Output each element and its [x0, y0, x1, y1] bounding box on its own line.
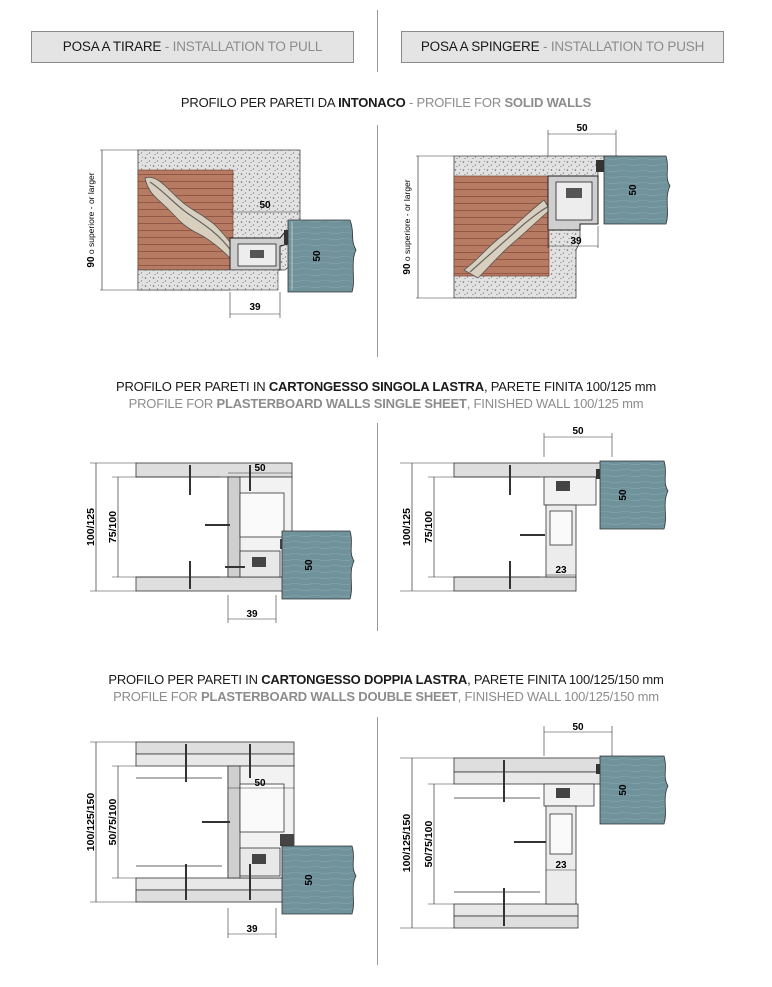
single-it-pre: PROFILO PER PARETI IN [116, 379, 269, 394]
diagram-single-pull [85, 455, 370, 630]
double-pull-bottom-dim: 39 [246, 924, 258, 935]
double-it-post: , PARETE FINITA 100/125/150 mm [467, 672, 664, 687]
solid-pull-height-note: o superiore - or larger [86, 172, 96, 257]
section-title-solid [0, 94, 772, 111]
single-en-post: , FINISHED WALL 100/125 mm [466, 396, 644, 411]
double-pull-door-dim: 50 [304, 874, 315, 886]
divider-single [377, 423, 378, 631]
diagram-solid-push [398, 120, 688, 310]
double-push-small-dim: 23 [555, 860, 567, 871]
header-push-it: POSA A SPINGERE [420, 39, 540, 54]
single-push-door-dim: 50 [618, 489, 629, 501]
header-push-en: INSTALLATION TO PUSH [550, 39, 705, 54]
solid-pull-bottom-dim: 39 [249, 302, 261, 313]
single-en-pre: PROFILE FOR [128, 396, 217, 411]
double-pull-inner-dim: 50/75/100 [107, 798, 119, 846]
single-pull-door-dim: 50 [304, 559, 315, 571]
section-title-double [0, 671, 772, 705]
double-it-bold: CARTONGESSO DOPPIA LASTRA [261, 672, 468, 687]
solid-it-pre: PROFILO PER PARETI DA [180, 95, 339, 110]
single-pull-inner-dim: 75/100 [107, 510, 119, 544]
diagram-double-pull [85, 738, 370, 943]
double-push-inner-dim: 50/75/100 [423, 820, 435, 868]
double-push-outer-dim: 100/125/150 [401, 813, 413, 873]
solid-en-bold: SOLID WALLS [504, 95, 592, 110]
single-it-post: , PARETE FINITA 100/125 mm [483, 379, 656, 394]
solid-pull-door-dim: 50 [312, 250, 323, 262]
svg-text:90 o superiore - or larger [86, 172, 97, 267]
diagram-single-push [400, 425, 680, 605]
double-push-top-dim: 50 [572, 722, 584, 733]
single-push-outer-dim: 100/125 [401, 508, 413, 546]
double-pull-outer-dim: 100/125/150 [85, 792, 97, 852]
double-push-door-dim: 50 [618, 784, 629, 796]
solid-push-height-note: o superiore - or larger [402, 179, 412, 264]
divider-double [377, 717, 378, 965]
header-pull-en: INSTALLATION TO PULL [172, 39, 323, 54]
solid-push-top-dim: 50 [576, 123, 588, 134]
single-push-top-dim: 50 [572, 426, 584, 437]
single-push-small-dim: 23 [555, 565, 567, 576]
header-pull-it: POSA A TIRARE [62, 39, 162, 54]
solid-push-door-dim: 50 [628, 184, 639, 196]
solid-push-inner-dim: 39 [570, 236, 582, 247]
header-pull [31, 31, 354, 63]
solid-push-height-bold: 90 [402, 263, 413, 275]
double-en-pre: PROFILE FOR [113, 689, 202, 704]
double-it-pre: PROFILO PER PARETI IN [108, 672, 262, 687]
header-push [401, 31, 724, 63]
divider-top [377, 10, 378, 72]
diagram-solid-pull [80, 140, 370, 330]
double-en-bold: PLASTERBOARD WALLS DOUBLE SHEET [201, 689, 458, 704]
solid-sep: - [405, 95, 417, 110]
double-pull-profile-dim: 50 [254, 778, 266, 789]
single-push-inner-dim: 75/100 [423, 510, 435, 544]
solid-pull-profile-dim: 50 [259, 200, 271, 211]
section-title-single [0, 378, 772, 412]
single-it-bold: CARTONGESSO SINGOLA LASTRA [268, 379, 484, 394]
single-pull-bottom-dim: 39 [246, 609, 258, 620]
solid-it-bold: INTONACO [338, 95, 406, 110]
single-en-bold: PLASTERBOARD WALLS SINGLE SHEET [216, 396, 467, 411]
single-pull-profile-dim: 50 [254, 463, 266, 474]
header-push-sep: - [539, 39, 551, 54]
diagram-double-push [400, 720, 680, 935]
single-pull-outer-dim: 100/125 [85, 508, 97, 546]
double-en-post: , FINISHED WALL 100/125/150 mm [457, 689, 659, 704]
solid-pull-height-bold: 90 [86, 256, 97, 268]
svg-text:90 o superiore - or larger [402, 179, 413, 274]
header-pull-sep: - [161, 39, 173, 54]
divider-solid [377, 125, 378, 357]
solid-en-pre: PROFILE FOR [416, 95, 505, 110]
